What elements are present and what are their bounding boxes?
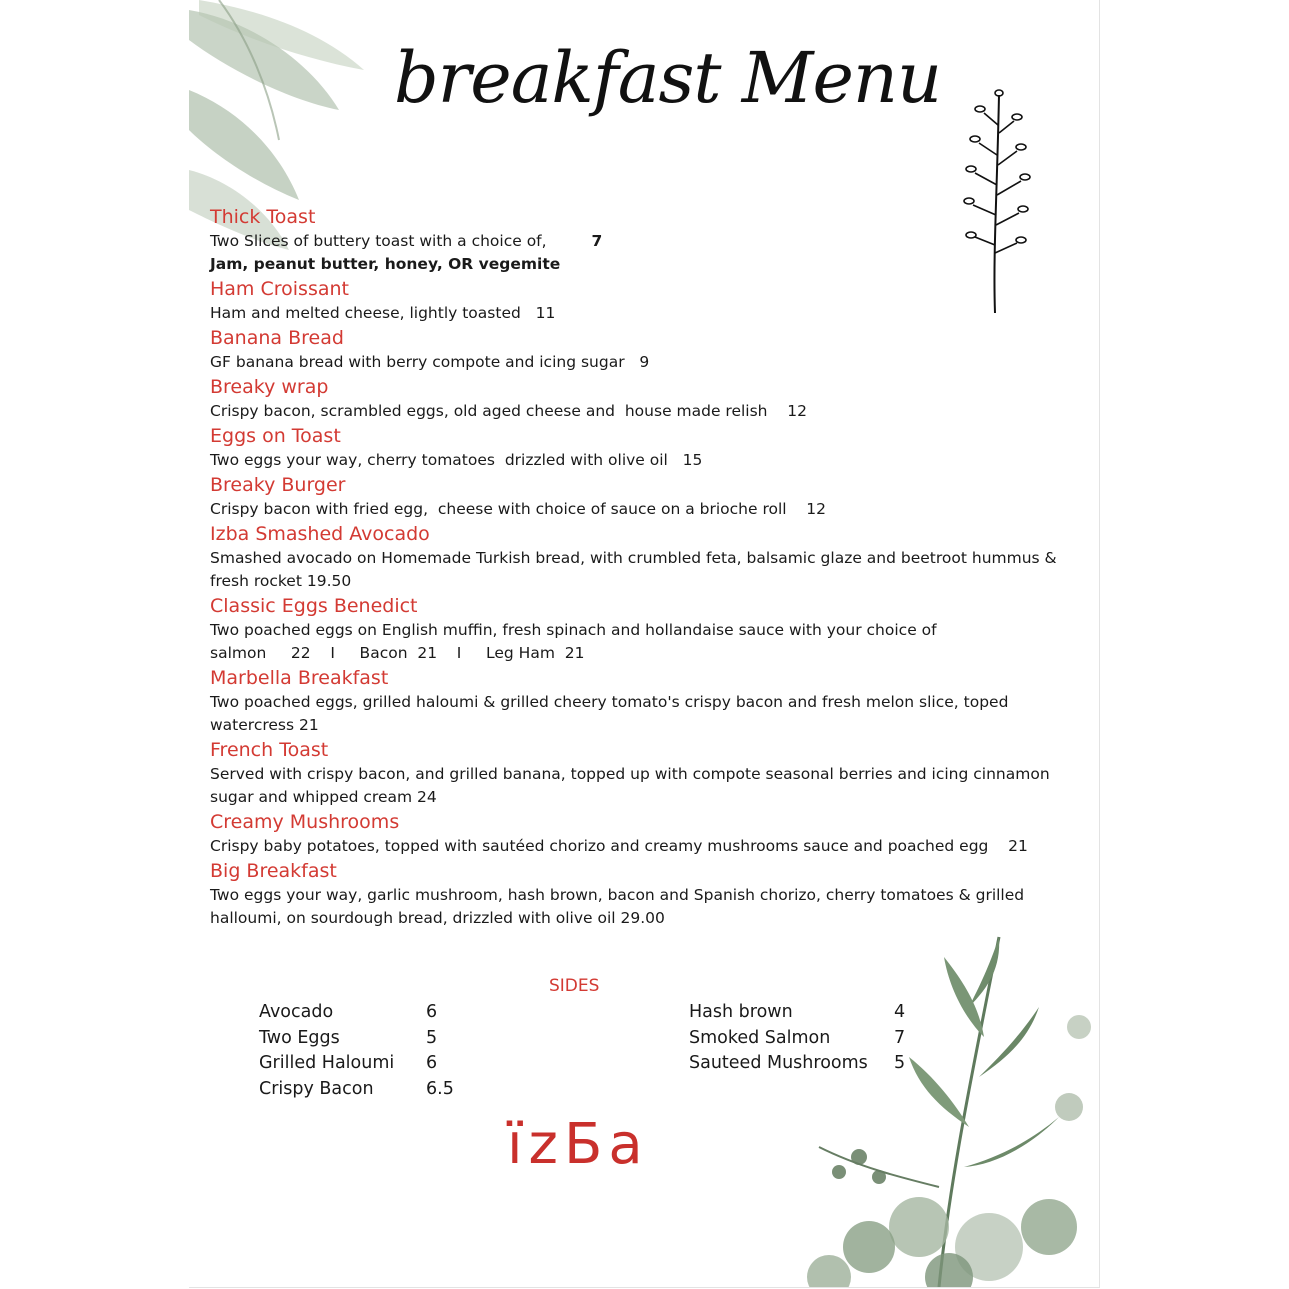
side-item: [259, 1026, 454, 1052]
item-name: Classic Eggs Benedict: [210, 595, 418, 617]
menu-item: [210, 204, 1095, 276]
side-item: [259, 1051, 454, 1077]
menu-item: [210, 737, 1095, 809]
menu-item: [210, 665, 1095, 737]
menu-item: [210, 472, 1095, 521]
sides-list-right: [689, 1000, 905, 1077]
side-name: Crispy Bacon: [259, 1078, 374, 1099]
item-description: GF banana bread with berry compote and icing sugar 9: [210, 353, 650, 371]
item-description: Two Slices of buttery toast with a choice of,: [210, 232, 547, 250]
item-description: Crispy baby potatoes, topped with sautéed chorizo and creamy mushrooms sauce and poached egg 21: [210, 837, 1028, 855]
sides-list-left: [259, 1000, 454, 1102]
item-options: Jam, peanut butter, honey, OR vegemite: [210, 255, 561, 273]
menu-item: [210, 593, 1095, 665]
item-description: Crispy bacon with fried egg, cheese with choice of sauce on a brioche roll 12: [210, 500, 827, 518]
side-name: Grilled Haloumi: [259, 1053, 395, 1073]
side-name: Hash brown: [689, 1002, 793, 1022]
menu-item: [210, 374, 1095, 423]
item-description: Crispy bacon, scrambled eggs, old aged cheese and house made relish 12: [210, 402, 807, 420]
menu-item: [210, 521, 1095, 593]
item-description: Two poached eggs on English muffin, fresh spinach and hollandaise sauce with your choice of: [210, 621, 937, 639]
menu-item: [210, 423, 1095, 472]
item-description: Ham and melted cheese, lightly toasted 11: [210, 304, 556, 322]
item-description: Two eggs your way, cherry tomatoes drizzled with olive oil 15: [210, 451, 703, 469]
side-price: 5: [894, 1053, 906, 1073]
side-item: [689, 1000, 905, 1026]
side-name: Smoked Salmon: [689, 1027, 831, 1048]
leaves-decoration-bottom-right: [739, 927, 1099, 1287]
side-item: [689, 1051, 905, 1077]
sides-title: SIDES: [549, 976, 600, 996]
item-name: Izba Smashed Avocado: [210, 523, 430, 545]
item-name: Eggs on Toast: [210, 425, 341, 447]
side-item: [259, 1000, 454, 1026]
side-item: [689, 1026, 905, 1052]
item-description: Two eggs your way, garlic mushroom, hash brown, bacon and Spanish chorizo, cherry tomatoes & grilled halloumi, on sourdough bread, drizzled with olive oil 29.00: [210, 886, 1025, 927]
side-price: 6.5: [426, 1078, 454, 1099]
menu-items: [210, 204, 1095, 930]
menu-item: [210, 276, 1095, 325]
side-name: Avocado: [259, 1002, 334, 1022]
menu-page: [189, 0, 1100, 1288]
side-price: 6: [426, 1002, 438, 1022]
item-description: Served with crispy bacon, and grilled banana, topped up with compote seasonal berries and icing cinnamon sugar and whipped cream 24: [210, 765, 1050, 806]
side-price: 7: [894, 1027, 906, 1048]
menu-item: [210, 858, 1095, 930]
item-name: Big Breakfast: [210, 860, 337, 882]
item-name: Banana Bread: [210, 327, 344, 349]
menu-item: [210, 809, 1095, 858]
side-price: 4: [894, 1002, 906, 1022]
item-name: French Toast: [210, 739, 329, 761]
item-name: Creamy Mushrooms: [210, 811, 400, 833]
izba-logo: ïzБa: [507, 1112, 649, 1177]
side-price: 6: [426, 1053, 438, 1073]
menu-title: breakfast Menu: [394, 37, 942, 119]
item-name: Breaky Burger: [210, 474, 346, 496]
item-description: Smashed avocado on Homemade Turkish bread, with crumbled feta, balsamic glaze and beetroot hummus & fresh rocket 19.50: [210, 549, 1057, 590]
side-price: 5: [426, 1027, 438, 1048]
item-name: Thick Toast: [210, 206, 316, 228]
item-price-options: salmon 22 I Bacon 21 I Leg Ham 21: [210, 644, 585, 662]
side-name: Two Eggs: [259, 1027, 340, 1048]
item-name: Ham Croissant: [210, 278, 349, 300]
item-price: 7: [591, 232, 603, 250]
side-item: [259, 1077, 454, 1103]
side-name: Sauteed Mushrooms: [689, 1053, 868, 1073]
item-name: Marbella Breakfast: [210, 667, 389, 689]
item-description: Two poached eggs, grilled haloumi & grilled cheery tomato's crispy bacon and fresh melon slice, toped watercress 21: [210, 693, 1009, 734]
menu-item: [210, 325, 1095, 374]
item-name: Breaky wrap: [210, 376, 329, 398]
